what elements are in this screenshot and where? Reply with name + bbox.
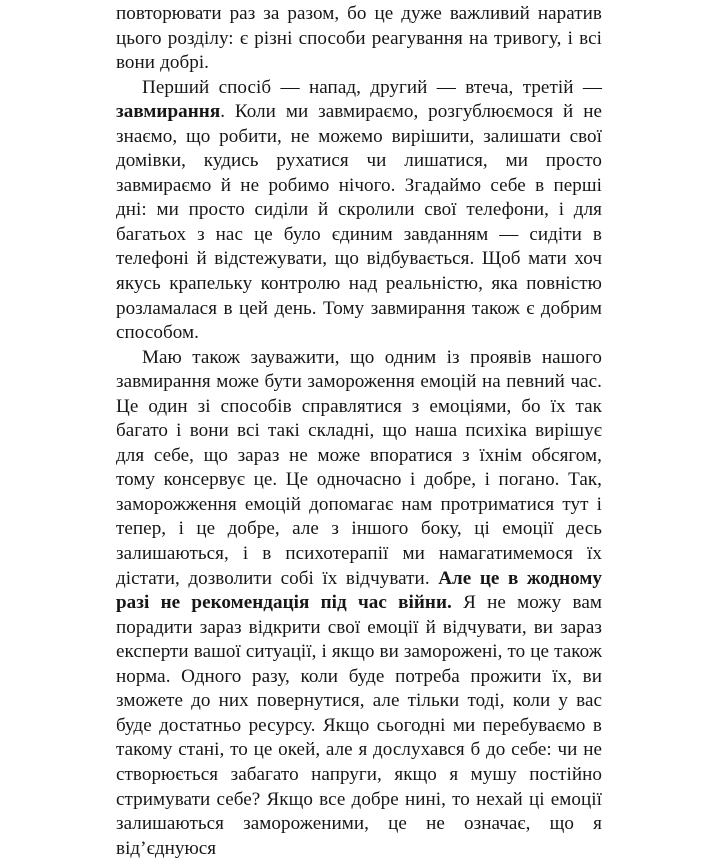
bold-text-run: Але це в жодному разі не рекомендація під час війни. bbox=[116, 567, 603, 614]
paragraph bbox=[116, 346, 602, 861]
bold-text-run: завмирання bbox=[116, 101, 221, 123]
page-text-column bbox=[116, 2, 602, 861]
text-run: . Коли ми завмираємо, розгублюємося й не знаємо, що робити, не можемо вирішити, залишати свої домівки, кудись рухатися чи лишатися, ми просто завмираємо й не робимо нічого. Згадаймо себе в перші дні: ми просто сиділи й скролили свої телефони, і для багатьох з нас це було єдиним завданням — сидіти в телефоні й відстежувати, що відбувається. Щоб мати хоч якусь крапельку контролю над реальністю, яка повністю розламалася в цей день. Тому завмирання також є добрим способом. bbox=[116, 101, 602, 344]
text-run: Маю також зауважити, що одним із проявів нашого завмирання може бути замороження емоцій на певний час. Це один зі способів справлятися з емоціями, бо їх так багато і вони всі такі складні, що наша психіка вирішує для себе, що зараз не може впоратися з їхнім обсягом, тому консервує це. Це одночасно і добре, і погано. Так, заморожження емоцій допомагає нам протриматися тут і тепер, і це добре, але з іншого боку, ці емоції десь залишаються, і в психотерапії ми намагатимемося їх дістати, дозволити собі їх відчувати. bbox=[116, 346, 602, 589]
text-run: повторювати раз за разом, бо це дуже важливий наратив цього розділу: є різні способи реагування на тривогу, і всі вони добрі. bbox=[116, 3, 602, 74]
text-run: Перший спосіб — напад, другий — втеча, третій — bbox=[142, 76, 602, 98]
text-run: Я не можу вам порадити зараз відкрити свої емоції й відчувати, ви зараз експерти вашої ситуації, і якщо ви заморожені, то це також норма. Одного разу, коли буде потреба прожити їх, ви зможете до них повернутися, але тільки тоді, коли у вас буде достатньо ресурсу. Якщо сьогодні ми перебуваємо в такому стані, то це окей, але я дослухався б до себе: чи не створюється забагато напруги, якщо я мушу постійно стримувати себе? Якщо все добре нині, то нехай ці емоції залишаються замороженими, це не означає, що я від’єднуюся bbox=[116, 592, 602, 859]
paragraph bbox=[116, 2, 602, 76]
paragraph bbox=[116, 76, 602, 346]
